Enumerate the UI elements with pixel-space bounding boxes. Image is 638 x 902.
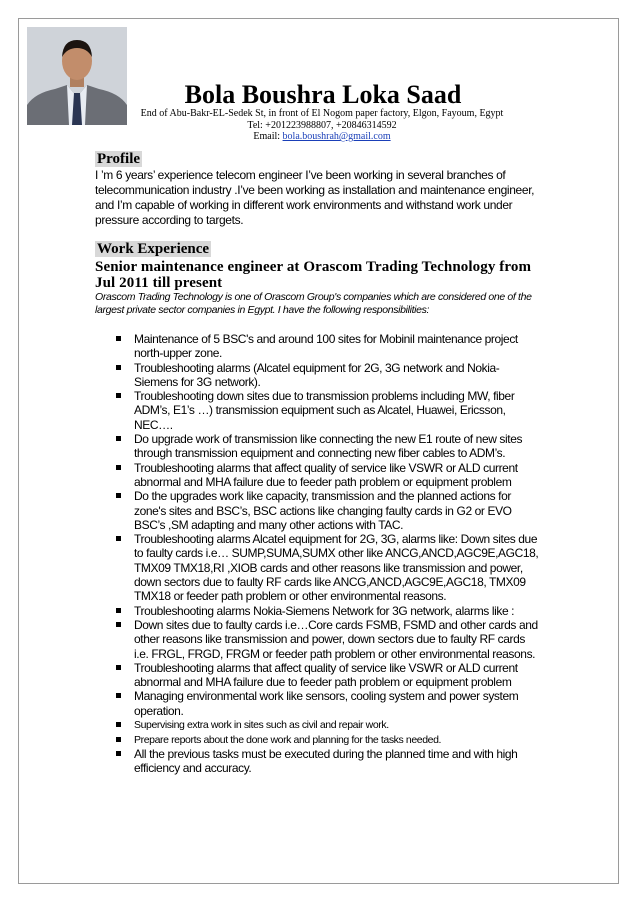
address-line: End of Abu-Bakr-EL-Sedek St, in front of El Nogom paper factory, Elgon, Fayoum, Egypt	[140, 108, 504, 119]
list-item: Maintenance of 5 BSC's and around 100 sites for Mobinil maintenance project north-upper zone.	[112, 332, 542, 361]
list-item: All the previous tasks must be executed during the planned time and with high efficiency and accuracy.	[112, 747, 542, 776]
phone-line: Tel: +201223988807, +20846314592	[247, 120, 397, 131]
bullet-icon	[116, 622, 121, 627]
list-item: Troubleshooting alarms Alcatel equipment for 2G, 3G, alarms like: Down sites due to faulty cards i.e… SUMP,SUMA,SUMX other like ANCG,ANCD,AGC9E,AGC18, TMX09 TMX18,RI ,XIOB cards and other reasons like transmission and power, down sectors due to faulty RF cards like ANCG,ANCD,AGC9E,AGC18, TMX09 TMX18 or feeder path problem or other environmental reasons.	[112, 532, 542, 603]
company-description: Orascom Trading Technology is one of Orascom Group's companies which are considered one of the largest private sector companies in Egypt. I have the following responsibilities:	[95, 291, 532, 316]
list-item: Do the upgrades work like capacity, transmission and the planned actions for zone's sites and BSC’s, BSC actions like changing faulty cards in G2 or EVO BSC’s ,SM adapting and many other actions with TAC.	[112, 489, 542, 532]
profile-heading: Profile	[97, 151, 141, 167]
list-item: Down sites due to faulty cards i.e…Core cards FSMB, FSMD and other cards and other reasons like transmission and power, down sectors due to faulty RF cards i.e. FRGL, FRGD, FRGM or feeder path problem or other environmental reasons.	[112, 618, 542, 661]
bullet-icon	[116, 493, 121, 498]
list-item: Troubleshooting alarms that affect quality of service like VSWR or ALD current abnormal and MHA failure due to feeder path problem or equipment problem	[112, 461, 542, 490]
bullet-icon	[116, 737, 121, 742]
bullet-icon	[116, 722, 121, 727]
email-link[interactable]: bola.boushrah@gmail.com	[282, 131, 391, 142]
list-item: Managing environmental work like sensors, cooling system and power system operation.	[112, 689, 542, 718]
list-item: Troubleshooting alarms that affect quality of service like VSWR or ALD current abnormal and MHA failure due to feeder path problem or equipment problem	[112, 661, 542, 690]
profile-text: I ’m 6 years’ experience telecom engineer I’ve been working in several branches of telecommunication industry .I’ve been working as installation and maintenance engineer, and I’m capable of working in different work environments and withstand work under pressure according to targets.	[95, 168, 535, 227]
list-item: Do upgrade work of transmission like connecting the new E1 route of new sites through transmission equipment and connecting new fiber cables to ADM’s.	[112, 432, 542, 461]
bullet-icon	[116, 751, 121, 756]
email-label: Email:	[253, 131, 283, 142]
bullet-icon	[116, 465, 121, 470]
list-item: Troubleshooting alarms (Alcatel equipment for 2G, 3G network and Nokia-Siemens for 3G network).	[112, 361, 542, 390]
bullet-icon	[116, 393, 121, 398]
email-line	[0, 131, 638, 142]
list-item: Prepare reports about the done work and planning for the tasks needed.	[112, 733, 542, 748]
bullet-icon	[116, 665, 121, 670]
list-item: Troubleshooting down sites due to transmission problems including MW, fiber ADM’s, E1’s …) transmission equipment such as Alcatel, Huawei, Ericsson, NEC….	[112, 389, 542, 432]
list-item: Supervising extra work in sites such as civil and repair work.	[112, 718, 542, 733]
candidate-name: Bola Boushra Loka Saad	[184, 80, 462, 109]
bullet-icon	[116, 536, 121, 541]
bullet-icon	[116, 436, 121, 441]
list-item: Troubleshooting alarms Nokia-Siemens Network for 3G network, alarms like :	[112, 604, 542, 618]
bullet-icon	[116, 365, 121, 370]
responsibilities-list	[112, 332, 542, 776]
work-experience-heading: Work Experience	[97, 241, 210, 257]
bullet-icon	[116, 693, 121, 698]
bullet-icon	[116, 336, 121, 341]
job-title: Senior maintenance engineer at Orascom Trading Technology from Jul 2011 till present	[95, 259, 532, 291]
bullet-icon	[116, 608, 121, 613]
